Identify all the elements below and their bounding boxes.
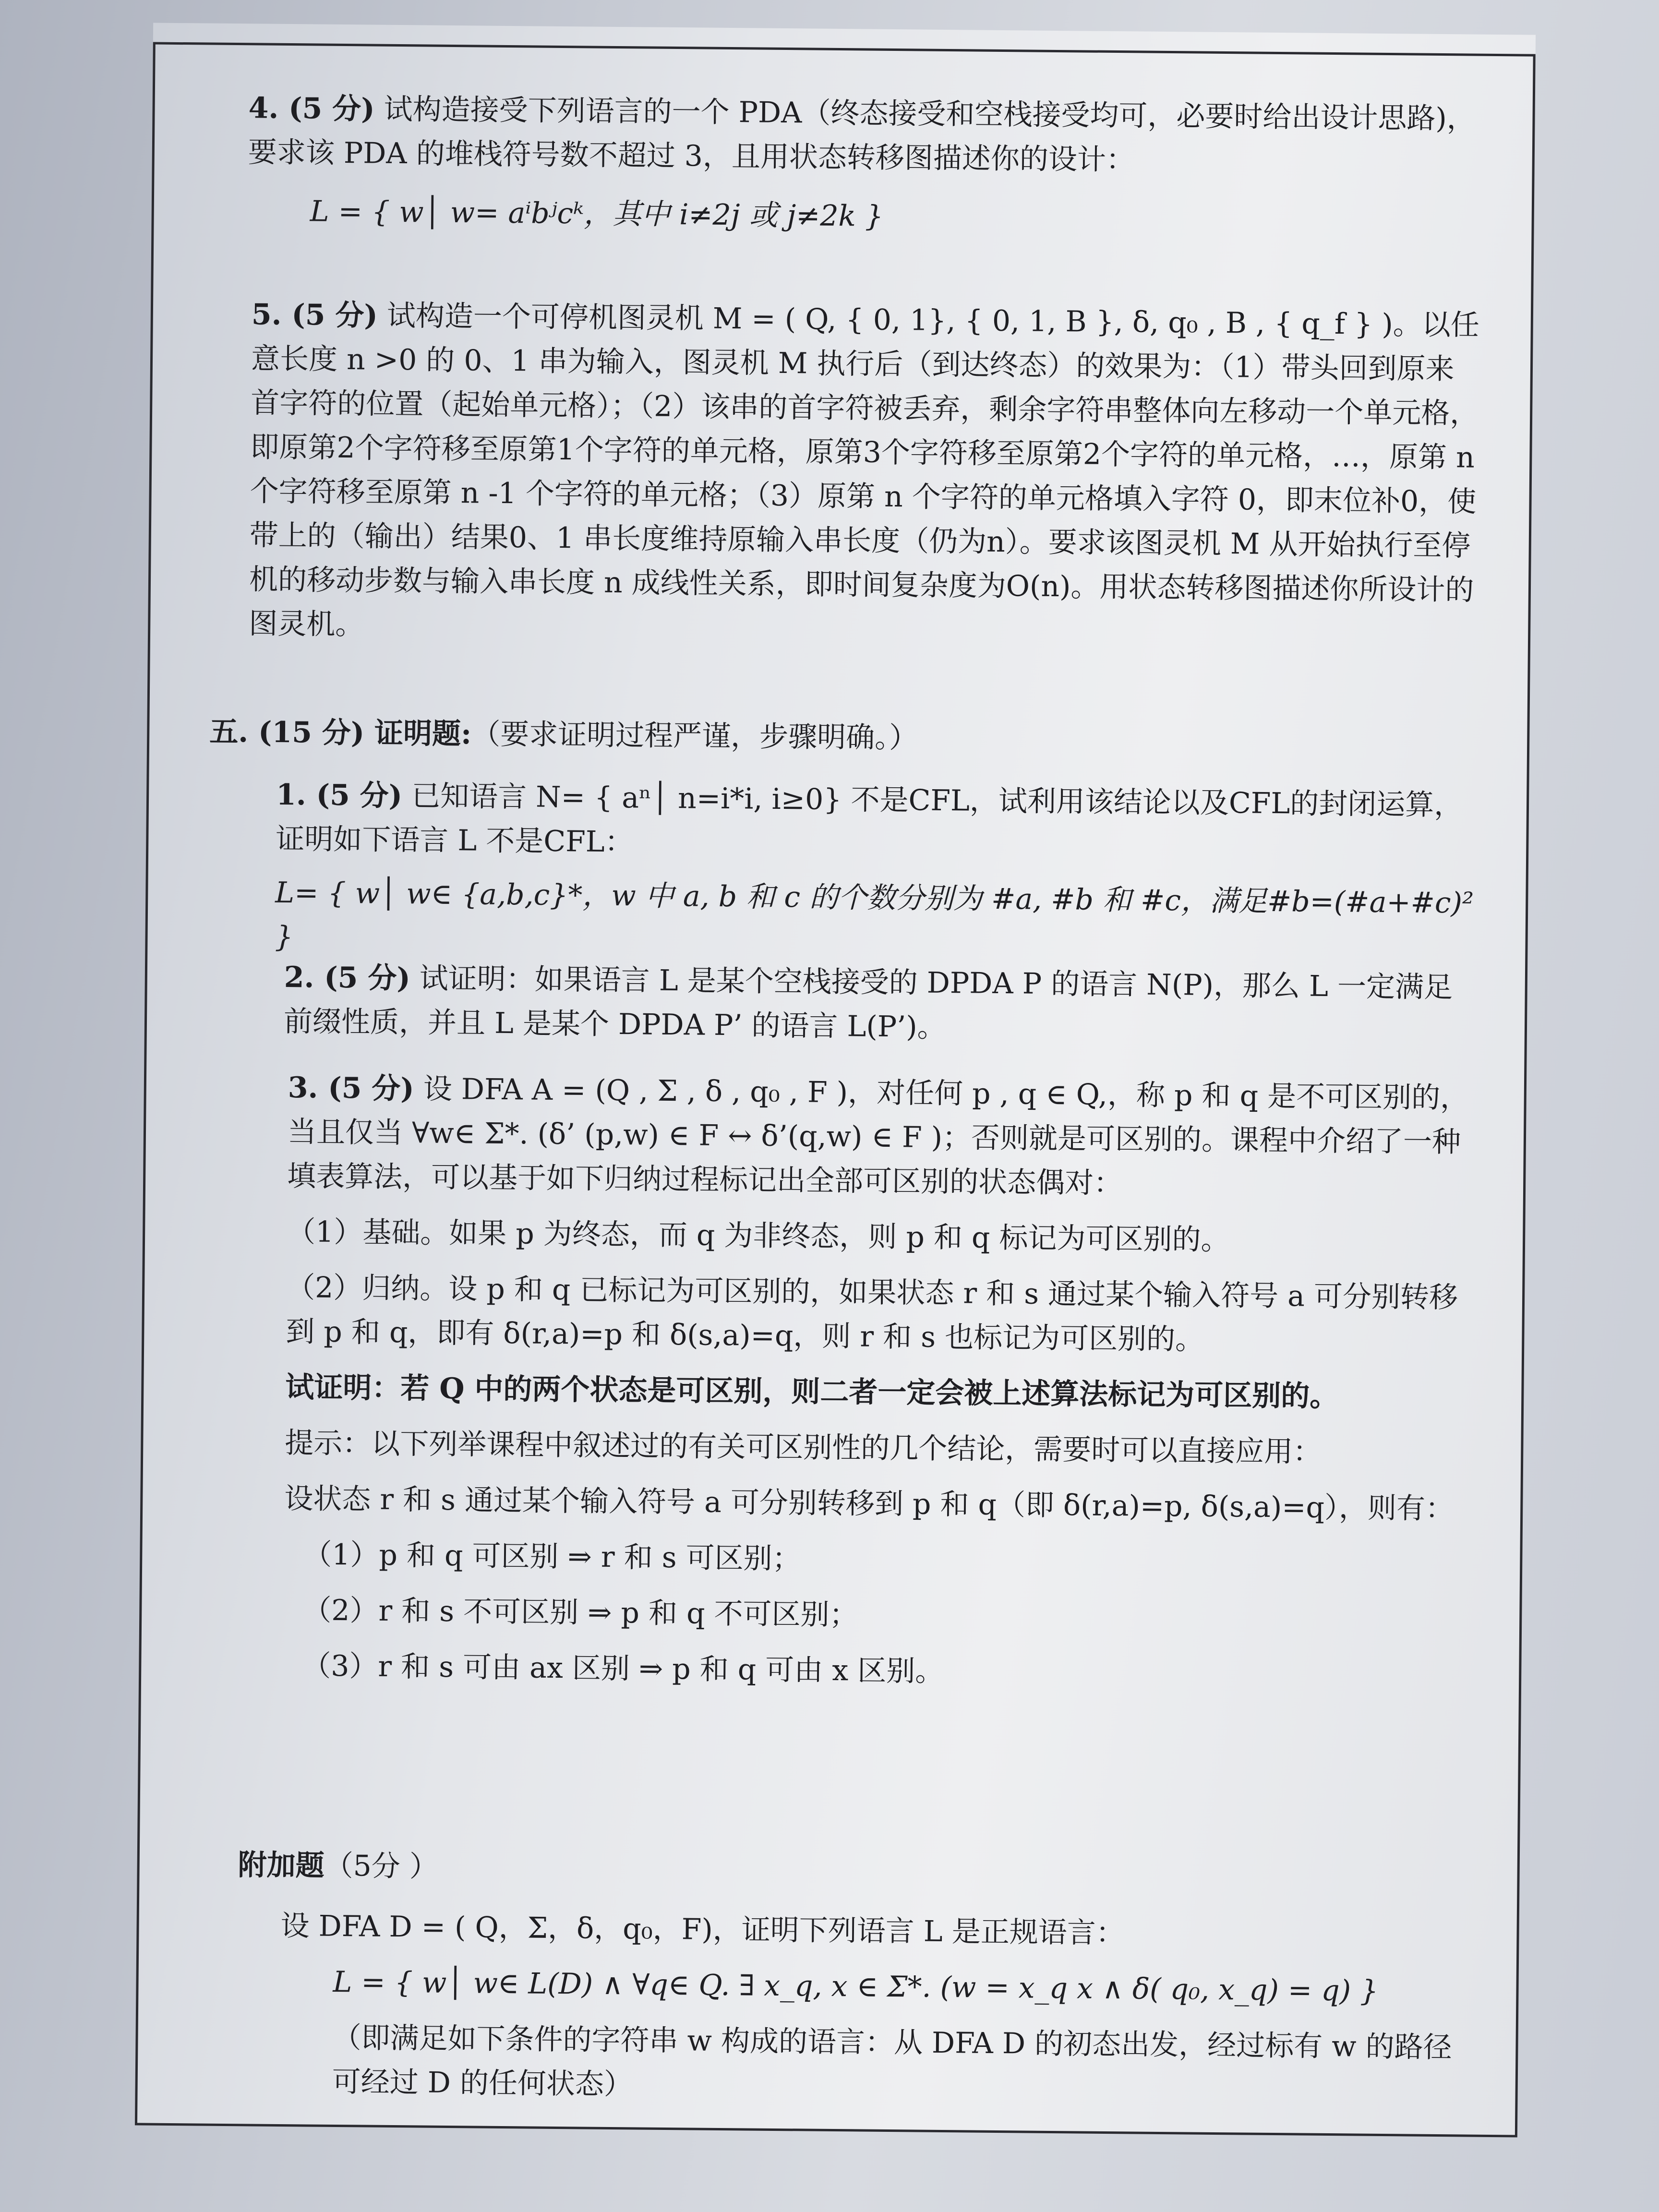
proof-3-body: 设 DFA A = (Q , Σ , δ , q₀ , F )，对任何 p , q ∈ Q,，称 p 和 q 是不可区别的，当且仅当 ∀w∈ Σ*. (δ’ (p,w) ∈ F ↔ δ’(q,w) ∈ F )；否则就是可区别的。课程中介绍了一种填表算法，可以基于如下归纳过程标记出全部可区别的状态偶对：	[287, 1072, 1469, 1201]
question-5-body: 试构造一个可停机图灵机 M = ( Q, { 0, 1}, { 0, 1, B }, δ, q₀ , B , { q_f } )。以任意长度 n >0 的 0、1 串为输入，图灵机 M 执行后（到达终态）的效果为：（1）带头回到原来首字符的位置（起始单元格）；（2）该串的首字符被丢弃，剩余字符串整体向左移动一个单元格，即原第2个字符移至原第1个字符的单元格，原第3个字符移至原第2个字符的单元格，…，原第 n 个字符移至原第 n -1 个字符的单元格；（3）原第 n 个字符的单元格填入字符 0，即末位补0，使带上的（输出）结果0、1 串长度维持原输入串长度（仍为n）。要求该图灵机 M 从开始执行至停机的移动步数与输入串长度 n 成线性关系，即时间复杂度为O(n)。用状态转移图描述你所设计的图灵机。	[248, 299, 1480, 642]
question-4	[247, 86, 1478, 243]
extra-question-score: （5分 ）	[324, 1849, 439, 1884]
question-4-body: 试构造接受下列语言的一个 PDA（终态接受和空栈接受均可，必要时给出设计思路)，要求该 PDA 的堆栈符号数不超过 3，且用状态转移图描述你的设计：	[248, 92, 1476, 177]
proof-2-text	[284, 955, 1475, 1054]
proof-3-induction: （2）归纳。设 p 和 q 已标记为可区别的，如果状态 r 和 s 通过某个输入符号 a 可分别转移到 p 和 q，即有 δ(r,a)=p 和 δ(s,a)=q，则 r 和 s 也标记为可区别的。	[286, 1271, 1458, 1357]
proof-3	[283, 1066, 1479, 1698]
extra-question-text: 设 DFA D = ( Q，Σ，δ，q₀，F)，证明下列语言 L 是正规语言：	[280, 1909, 1125, 1950]
proof-3-hint-setup: 设状态 r 和 s 通过某个输入符号 a 可分别转移到 p 和 q（即 δ(r,a)=p, δ(s,a)=q），则有：	[284, 1482, 1455, 1526]
extra-question-note: （即满足如下条件的字符串 w 构成的语言：从 DFA D 的初态出发，经过标有 w 的路径可经过 D 的任何状态）	[332, 2020, 1452, 2102]
extra-question-title: 附加题	[238, 1848, 325, 1883]
question-4-text	[248, 86, 1478, 185]
proof-3-hint-3: （3）r 和 s 可由 ax 区别 ⇒ p 和 q 可由 x 区别。	[302, 1649, 944, 1689]
question-4-formula: L = { w│ w= aⁱbʲcᵏ，其中 i≠2j 或 j≠2k }	[310, 194, 884, 233]
proof-3-hint-2: （2）r 和 s 不可区别 ⇒ p 和 q 不可区别；	[302, 1593, 858, 1632]
exam-sheet	[135, 23, 1536, 2138]
section-five-subtitle: （要求证明过程严谨，步骤明确。）	[471, 717, 918, 755]
proof-2-body: 试证明：如果语言 L 是某个空栈接受的 DPDA P 的语言 N(P)，那么 L 一定满足前缀性质，并且 L 是某个 DPDA P’ 的语言 L(P’)。	[283, 962, 1453, 1045]
proof-1-text	[276, 773, 1477, 872]
proof-3-basis: （1）基础。如果 p 为终态，而 q 为非终态，则 p 和 q 标记为可区别的。	[286, 1215, 1230, 1257]
extra-question	[236, 1843, 1467, 2114]
question-5-text	[249, 292, 1480, 656]
proof-1-number: 1. (5 分)	[276, 778, 403, 813]
proof-3-claim: 试证明：若 Q 中的两个状态是可区别，则二者一定会被上述算法标记为可区别的。	[285, 1370, 1339, 1414]
proof-1-formula: L= { w│ w∈ {a,b,c}*，w 中 a, b 和 c 的个数分别为 #a, #b 和 #c，满足#b=(#a+#c)² }	[275, 876, 1474, 954]
proof-3-hint: 提示：以下列举课程中叙述过的有关可区别性的几个结论，需要时可以直接应用：	[285, 1426, 1322, 1469]
proof-1-body: 已知语言 N= { aⁿ│ n=i*i, i≥0} 不是CFL，试利用该结论以及CFL的封闭运算，证明如下语言 L 不是CFL：	[276, 779, 1463, 859]
proof-3-text	[287, 1066, 1479, 1209]
question-4-number: 4. (5 分)	[248, 91, 375, 126]
proof-3-number: 3. (5 分)	[288, 1071, 415, 1106]
proof-2	[284, 955, 1475, 1054]
question-5-number: 5. (5 分)	[251, 298, 378, 333]
proof-2-number: 2. (5 分)	[284, 960, 411, 996]
extra-question-formula: L = { w│ w∈ L(D) ∧ ∀q∈ Q. ∃ x_q, x ∈ Σ*. (w = x_q x ∧ δ( q₀, x_q) = q) }	[333, 1965, 1379, 2008]
proof-1	[275, 773, 1476, 970]
proof-3-hint-1: （1）p 和 q 可区别 ⇒ r 和 s 可区别；	[303, 1538, 801, 1576]
question-5	[249, 292, 1480, 656]
section-five-title: 五. (15 分) 证明题:	[209, 715, 472, 751]
